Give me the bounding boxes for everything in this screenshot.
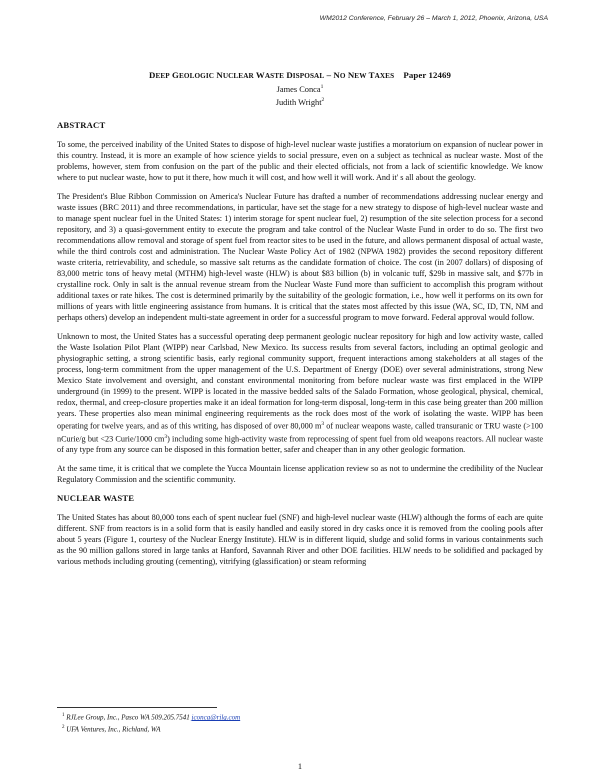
author-2: Judith Wright$^2$ <box>275 96 325 107</box>
email-link[interactable]: jconca@rjlg.com <box>191 713 241 722</box>
body-text <box>57 120 543 575</box>
footnote-2: $^2$ UFA Ventures, Inc., Richland, WA <box>62 724 161 734</box>
abstract-paragraph-1: To some, the perceived inability of the United States to dispose of high-level nuclear waste justifies a moratorium on expansion of nuclear power in this country. Instead, it is more an example of how science yields to social pressure, even on a subject as technical as nuclear waste. Most of the problems, however, stem from confusion on the part of the public and their elected officials, not from a lack of scientific knowledge. We know where to put nuclear waste, how to put it there, how much it will cost, and how well it will work. And it' s all about the geology. <box>57 140 543 182</box>
paper-number: Paper 12469 <box>403 70 451 80</box>
footnotes <box>62 711 462 735</box>
abstract-paragraph-4: At the same time, it is critical that we complete the Yucca Mountain license application review so as not to undermine the credibility of the Nuclear Regulatory Commission and the scientific community. <box>57 464 543 485</box>
paper-title: DEEP GEOLOGIC NUCLEAR WASTE DISPOSAL – NO NEW TAXES Paper 12469 <box>149 70 451 80</box>
running-header: WM2012 Conference, February 26 – March 1, 2012, Phoenix, Arizona, USA <box>319 15 548 22</box>
abstract-paragraph-2: The President's Blue Ribbon Commission on America's Nuclear Future has drafted a number of recommendations addressing nuclear energy and waste issues (BRC 2011) and three recommendations, in particular, have set the stage for a new strategy to dispose of high-level nuclear waste and to manage spent nuclear fuel in the United States: 1) interim storage for spent nuclear fuel, 2) resumption of the site selection process for a second repository, and 3) a quasi-government entity to execute the program and take control of the Nuclear Waste Fund in order to do so. The first two recommendations allow removal and storage of spent fuel from reactor sites to be used in the future, and allows permanent disposal of actual waste, while the third controls cost and administration. The Nuclear Waste Policy Act of 1982 (NPWA 1982) provides the second repository different waste criteria, retrievability, and schedule, so massive salt returns as the candidate formation of choice. The cost (in 2007 dollars) of disposing of 83,000 metric tons of heavy metal (MTHM) high-level waste (HLW) is about $83 billion (b) in volcanic tuff, $29b in massive salt, and $77b in crystalline rock. Only in salt is the annual revenue stream from the Nuclear Waste Fund more than sufficient to accomplish this program without additional taxes or rate hikes. The cost is determined primarily by the suitability of the geologic formation, i.e., how well it performs on its own for millions of years with little engineering assistance from humans. It is critical that the states most affected by this issue (WA, SC, ID, TN, NM and perhaps others) develop an independent multi-state agreement in order for a successful program to move forward. Federal approval would follow. <box>57 192 543 322</box>
abstract-heading: ABSTRACT <box>57 120 106 130</box>
title-block <box>60 70 540 108</box>
section-heading-nuclear-waste: NUCLEAR WASTE <box>57 493 135 504</box>
footnote-1: $^1$ RJLee Group, Inc., Pasco WA 509.205.7541 jconca@rjlg.com <box>62 713 241 722</box>
page-number: 1 <box>297 762 303 771</box>
footnote-rule <box>57 707 217 708</box>
author-1: James Conca$^1$ <box>276 84 324 94</box>
abstract-paragraph-3: Unknown to most, the United States has a successful operating deep permanent geologic nuclear repository for high and low activity waste, called the Waste Isolation Pilot Plant (WIPP) near Carlsbad, New Mexico. Its success results from several factors, including an optimal geologic and physiographic setting, a strong scientific basis, early regional community support, frequent interactions among stakeholders at all stages of the process, long-term commitment from the upper management of the U.S. Department of Energy (DOE) over several administrations, strong New Mexico State involvement and oversight, and constant environmental monitoring from before nuclear waste was first emplaced in the WIPP underground (in 1999) to the present. WIPP is located in the massive bedded salts of the Salado Formation, whose geological, physical, chemical, redox, thermal, and creep-closure properties make it an ideal formation for long-term disposal, long-term in this case being greater than 200 million years. These properties also mean minimal engineering requirements as the rock does most of the work of isolating the waste. WIPP has been operating for twelve years, and as of this writing, has disposed of over 80,000 $m^3$ of nuclear weapons waste, called transuranic or TRU waste (>100 nCurie/g but <23 Curie/1000 $cm^3$) including some high-activity waste from reprocessing of spent fuel from old weapons reactors. All nuclear waste of any type from any source can be disposed in this formation better, safer and cheaper than in any other geologic formation. <box>57 332 543 455</box>
section-paragraph-1: The United States has about 80,000 tons each of spent nuclear fuel (SNF) and high-level nuclear waste (HLW) although the forms of each are quite different. SNF from reactors is in a solid form that is easily handled and easily stored in dry casks once it is removed from the cooling pools after about 5 years (Figure 1, courtesy of the Nuclear Energy Institute). HLW is in different liquid, sludge and solid forms in various containments such as the 90 million gallons stored in large tanks at Hanford, Savannah River and other DOE facilities. HLW needs to be solidified and packaged by various methods including grouting (cementing), vitrifying (glassification) or steam reforming <box>57 513 543 567</box>
